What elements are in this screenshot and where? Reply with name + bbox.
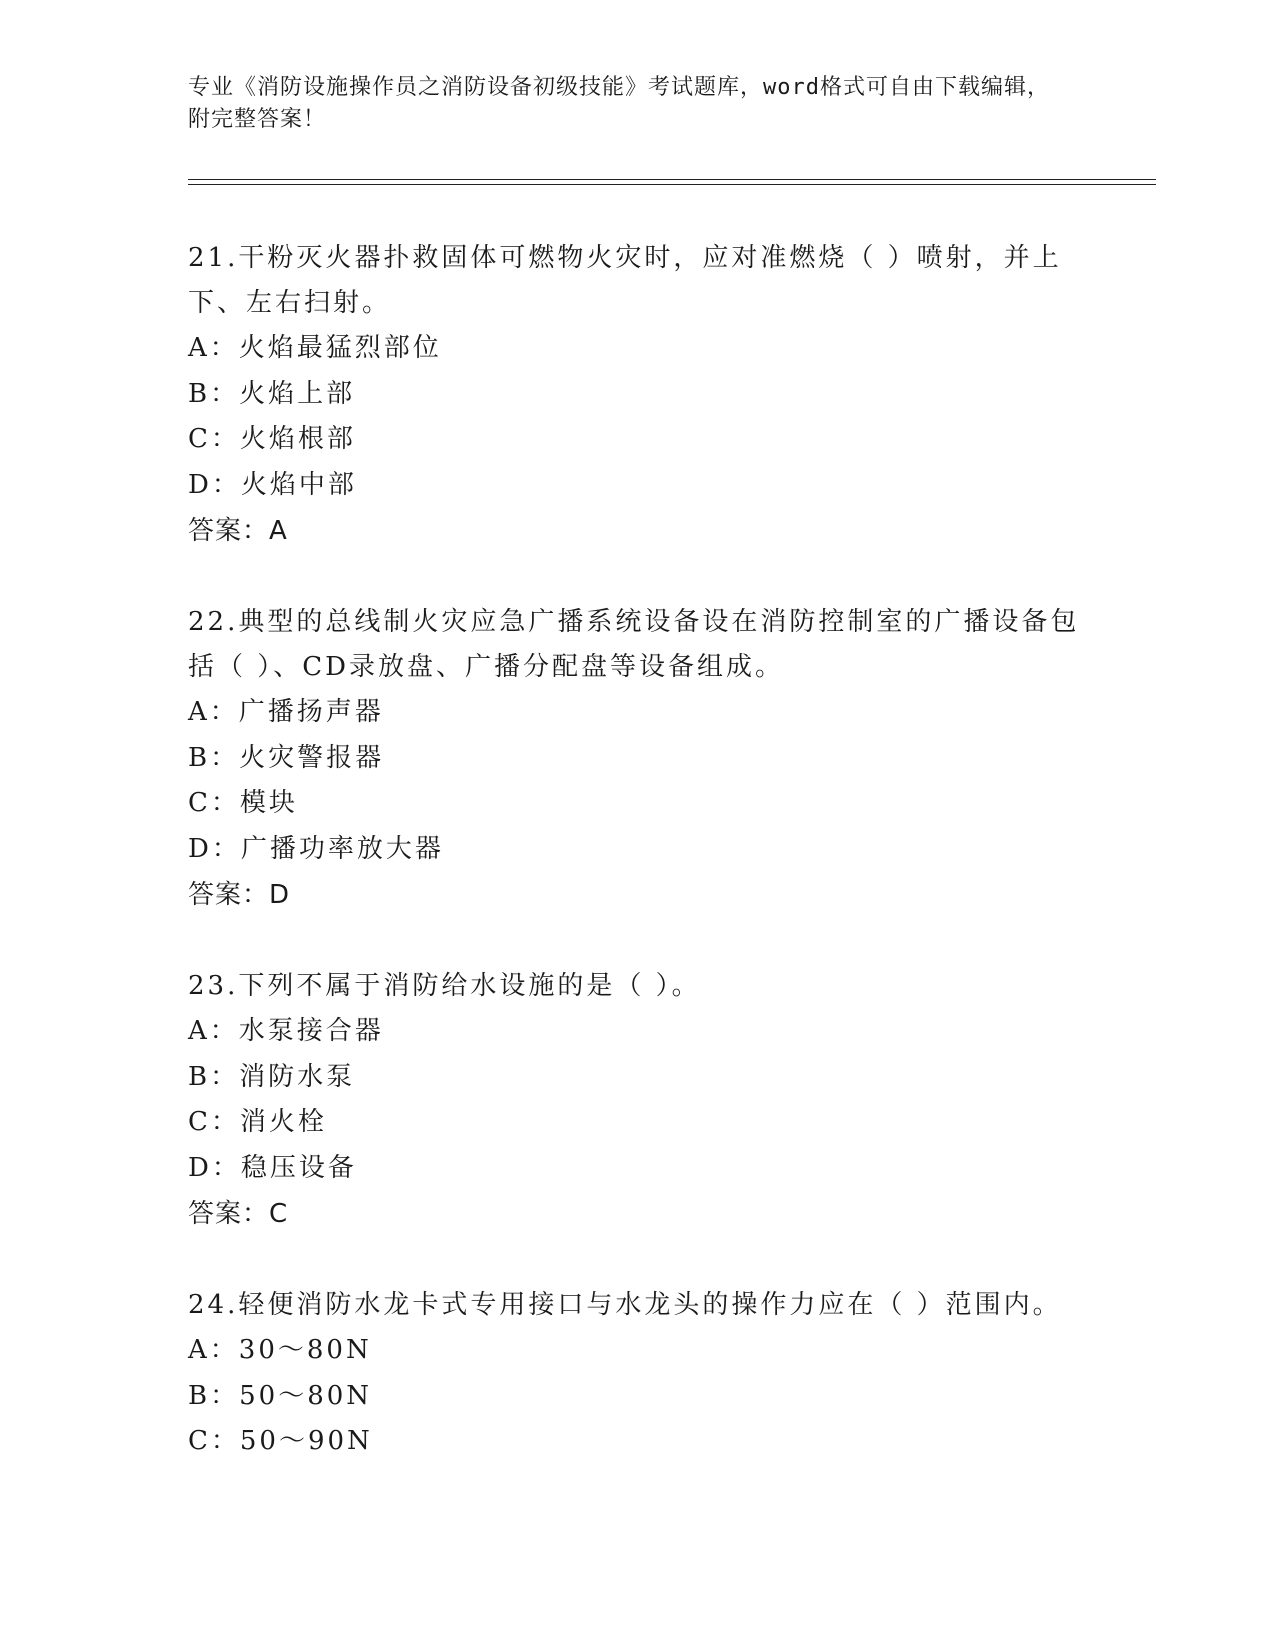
question-22 (188, 600, 1088, 918)
option-b: B：消防水泵 (188, 1061, 356, 1092)
question-list (188, 236, 1088, 1511)
answer-line: 答案：A (188, 516, 288, 546)
option-a: A：广播扬声器 (188, 697, 384, 727)
header-divider-top (188, 179, 1156, 180)
option-c: C：火焰根部 (188, 424, 356, 454)
question-stem: 23.下列不属于消防给水设施的是（ ）。 (188, 971, 701, 1001)
question-23 (188, 964, 1088, 1237)
option-b: B：50～80N (188, 1380, 373, 1411)
header-divider-bottom (188, 184, 1156, 185)
option-a: A：水泵接合器 (188, 1016, 384, 1046)
document-header: 专业《消防设施操作员之消防设备初级技能》考试题库，word格式可自由下载编辑，附完整答案！ (188, 75, 1050, 132)
option-d: D：稳压设备 (188, 1152, 357, 1183)
question-stem: 22.典型的总线制火灾应急广播系统设备设在消防控制室的广播设备包括（ ）、CD录放盘、广播分配盘等设备组成。 (188, 607, 1080, 682)
option-b: B：火焰上部 (188, 378, 356, 409)
answer-line: 答案：D (188, 880, 291, 910)
option-c: C：消火栓 (188, 1107, 327, 1137)
option-d: D：火焰中部 (188, 469, 357, 500)
question-stem: 24.轻便消防水龙卡式专用接口与水龙头的操作力应在（ ）范围内。 (188, 1290, 1062, 1320)
question-stem: 21.干粉灭火器扑救固体可燃物火灾时，应对准燃烧（ ）喷射，并上下、左右扫射。 (188, 243, 1062, 318)
option-c: C：50～90N (188, 1426, 373, 1456)
option-d: D：广播功率放大器 (188, 833, 444, 864)
option-c: C：模块 (188, 788, 298, 818)
option-a: A：30～80N (188, 1335, 372, 1365)
option-b: B：火灾警报器 (188, 742, 385, 773)
answer-line: 答案：C (188, 1199, 289, 1229)
question-24 (188, 1283, 1088, 1465)
option-a: A：火焰最猛烈部位 (188, 333, 442, 363)
question-21 (188, 236, 1088, 554)
